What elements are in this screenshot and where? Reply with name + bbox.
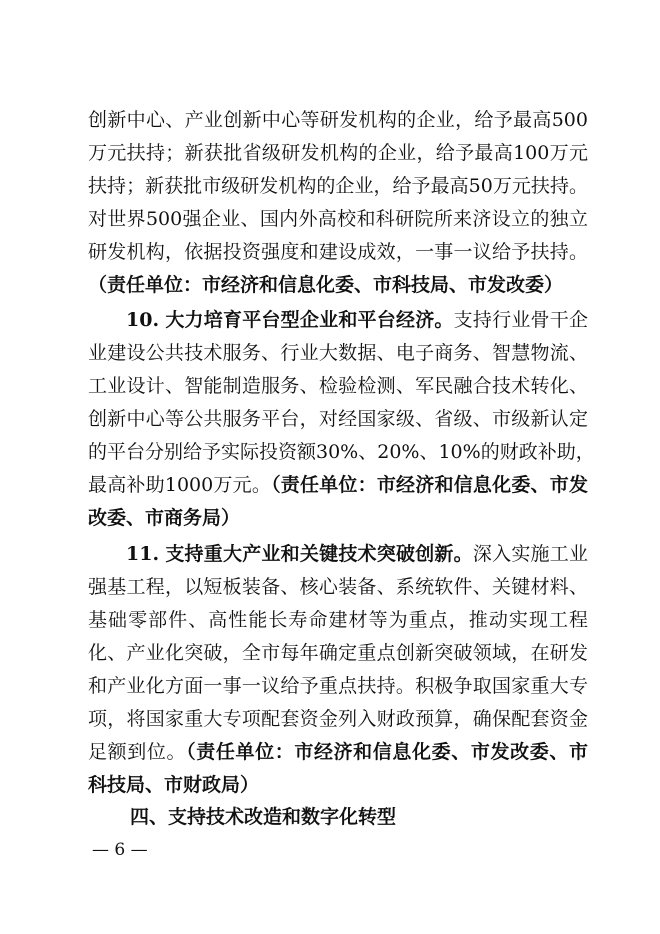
item-10-line-6 xyxy=(88,474,588,496)
paragraph-1-line-4: 对世界500强企业、国内外高校和科研院所来济设立的独立 xyxy=(88,208,588,230)
item-11-first-line-text: 深入实施工业 xyxy=(472,543,588,565)
paragraph-1-responsibility xyxy=(88,274,588,296)
item-11-line-2: 强基工程，以短板装备、核心装备、系统软件、关键材料、 xyxy=(88,576,588,598)
item-10-responsibility-end: 改委、市商务局） xyxy=(88,507,241,529)
item-10-line-3: 工业设计、智能制造服务、检验检测、军民融合技术转化、 xyxy=(88,375,588,397)
item-11-line-3: 基础零部件、高性能长寿命建材等为重点，推动实现工程 xyxy=(88,609,588,631)
page-number: — 6 — xyxy=(92,840,148,860)
item-11-responsibility-end: 科技局、市财政局） xyxy=(88,774,260,796)
item-11-line-7 xyxy=(88,741,588,763)
item-11-number: 11. xyxy=(126,543,160,565)
item-10-number: 10. xyxy=(126,309,160,331)
item-10-line-4: 创新中心等公共服务平台，对经国家级、省级、市级新认定 xyxy=(88,408,588,430)
responsibility-note: （责任单位：市经济和信息化委、市科技局、市发改委） xyxy=(88,274,564,296)
item-11-line-6: 项，将国家重大专项配套资金列入财政预算，确保配套资金 xyxy=(88,708,588,730)
paragraph-1-line-3: 扶持；新获批市级研发机构的企业，给予最高50万元扶持。 xyxy=(88,175,588,197)
item-10-last-text: 最高补助1000万元。 xyxy=(88,474,272,496)
item-11-last-text: 足额到位。 xyxy=(88,741,187,763)
paragraph-1-line-5: 研发机构，依据投资强度和建设成效，一事一议给予扶持。 xyxy=(88,241,588,263)
item-11-line-5: 和产业化方面一事一议给予重点扶持。积极争取国家重大专 xyxy=(88,675,588,697)
item-10-line-5: 的平台分别给予实际投资额30%、20%、10%的财政补助， xyxy=(88,441,595,463)
paragraph-1-line-1: 创新中心、产业创新中心等研发机构的企业，给予最高500 xyxy=(88,109,588,131)
item-11-line-8 xyxy=(88,774,588,796)
paragraph-1-line-2: 万元扶持；新获批省级研发机构的企业，给予最高100万元 xyxy=(88,142,588,164)
item-11-line-4: 化、产业化突破，全市每年确定重点创新突破领域，在研发 xyxy=(88,642,588,664)
item-11-responsibility-start: （责任单位：市经济和信息化委、市发改委、市 xyxy=(186,741,588,763)
item-10-title: 大力培育平台型企业和平台经济。 xyxy=(165,309,454,331)
item-10-first-line-text: 支持行业骨干企 xyxy=(453,309,588,331)
section-heading: 四、支持技术改造和数字化转型 xyxy=(130,806,397,828)
item-10-first-line xyxy=(126,309,588,331)
item-11-title: 支持重大产业和关键技术突破创新。 xyxy=(165,543,473,565)
item-11-first-line xyxy=(126,543,588,565)
item-10-responsibility-start: （责任单位：市经济和信息化委、市发 xyxy=(271,474,588,496)
item-10-line-2: 业建设公共技术服务、行业大数据、电子商务、智慧物流、 xyxy=(88,342,588,364)
item-10-line-7 xyxy=(88,507,588,529)
